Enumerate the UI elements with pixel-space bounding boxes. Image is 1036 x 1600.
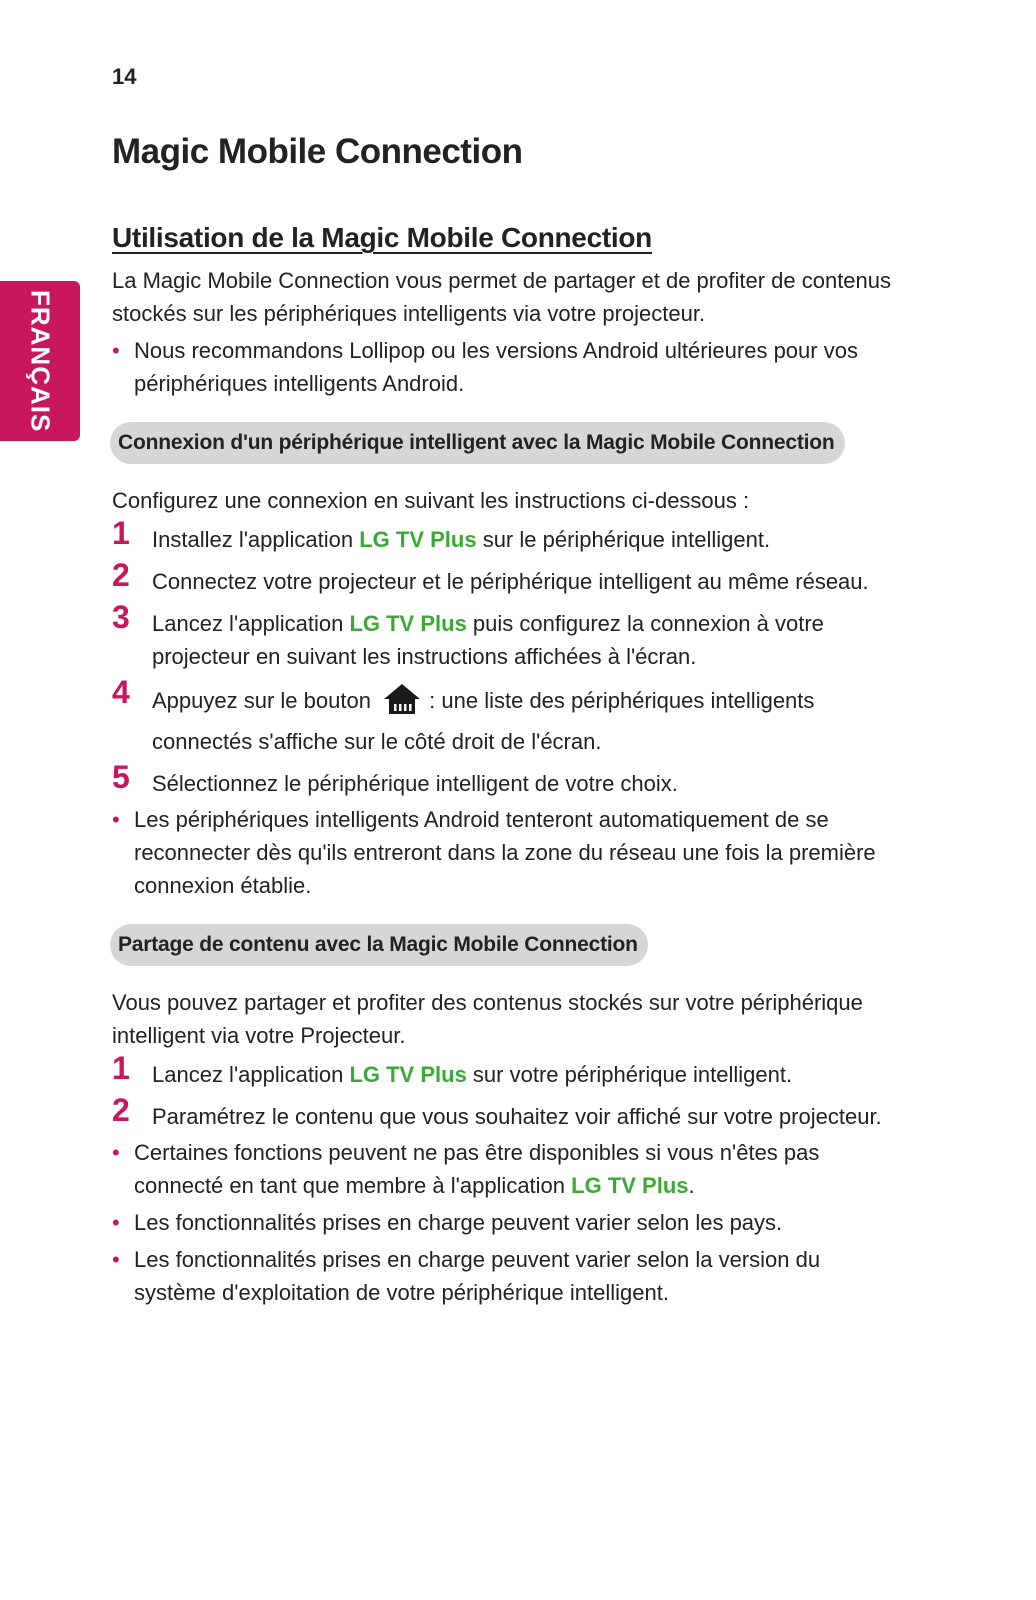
step-number: 5 (112, 759, 130, 795)
step-number: 3 (112, 599, 130, 635)
share-steps (112, 1050, 902, 1133)
page-number: 14 (112, 64, 137, 89)
home-icon (383, 682, 421, 725)
share-notes (112, 1136, 902, 1309)
step-text: Installez l'application (152, 527, 360, 552)
step-number: 4 (112, 674, 130, 710)
connect-steps (112, 515, 902, 800)
step-item (112, 674, 902, 758)
step-item (112, 599, 902, 673)
connect-intro: Configurez une connexion en suivant les instructions ci-dessous : (112, 488, 750, 513)
note-item: • Les fonctionnalités prises en charge peuvent varier selon la version du système d'exploitation de votre périphérique intelligent. (112, 1243, 902, 1309)
note-item (112, 1136, 902, 1202)
step-item (112, 759, 902, 800)
step-text: Connectez votre projecteur et le périphérique intelligent au même réseau. (152, 569, 869, 594)
app-name: LG TV Plus (349, 611, 467, 636)
step-number: 1 (112, 1050, 130, 1086)
connect-subheading: Connexion d'un périphérique intelligent avec la Magic Mobile Connection (110, 422, 845, 464)
page-title: Magic Mobile Connection (112, 132, 523, 171)
step-number: 1 (112, 515, 130, 551)
share-subheading: Partage de contenu avec la Magic Mobile Connection (110, 924, 648, 966)
app-name: LG TV Plus (359, 527, 477, 552)
step-number: 2 (112, 557, 130, 593)
step-item (112, 1050, 902, 1091)
main-content (112, 222, 902, 1309)
app-name: LG TV Plus (349, 1062, 467, 1087)
section-intro: La Magic Mobile Connection vous permet de partager et de profiter de contenus stockés sur les périphériques intelligents via votre projecteur. (112, 268, 892, 326)
step-item (112, 1092, 902, 1133)
section-notes (112, 334, 902, 400)
note-text: . (688, 1173, 695, 1198)
step-text: Lancez l'application (152, 1062, 350, 1087)
language-tab (0, 281, 80, 441)
share-intro: Vous pouvez partager et profiter des contenus stockés sur votre périphérique intelligent via votre Projecteur. (112, 990, 863, 1048)
step-item (112, 515, 902, 556)
step-text: sur votre périphérique intelligent. (466, 1062, 793, 1087)
step-item (112, 557, 902, 598)
step-text: puis configurez la connexion à votre projecteur en suivant les instructions affichées à l'écran. (152, 611, 824, 669)
connect-notes (112, 803, 902, 902)
note-item: • Les périphériques intelligents Android tenteront automatiquement de se reconnecter dès qu'ils entreront dans la zone du réseau une fois la première connexion établie. (112, 803, 902, 902)
step-text: Lancez l'application (152, 611, 350, 636)
note-item: • Nous recommandons Lollipop ou les versions Android ultérieures pour vos périphériques intelligents Android. (112, 334, 902, 400)
language-tab-label: FRANÇAIS (25, 289, 56, 433)
step-text: : une liste des périphériques intelligents connectés s'affiche sur le côté droit de l'écran. (152, 688, 815, 754)
note-item: • Les fonctionnalités prises en charge peuvent varier selon les pays. (112, 1206, 902, 1239)
app-name: LG TV Plus (571, 1173, 689, 1198)
step-text: sur le périphérique intelligent. (476, 527, 771, 552)
step-text: Sélectionnez le périphérique intelligent de votre choix. (152, 771, 678, 796)
step-text: Appuyez sur le bouton (152, 688, 378, 713)
step-number: 2 (112, 1092, 130, 1128)
section-heading: Utilisation de la Magic Mobile Connection (112, 222, 652, 253)
step-text: Paramétrez le contenu que vous souhaitez voir affiché sur votre projecteur. (152, 1104, 882, 1129)
note-text: Certaines fonctions peuvent ne pas être disponibles si vous n'êtes pas connecté en tant que membre à l'application (134, 1140, 820, 1198)
